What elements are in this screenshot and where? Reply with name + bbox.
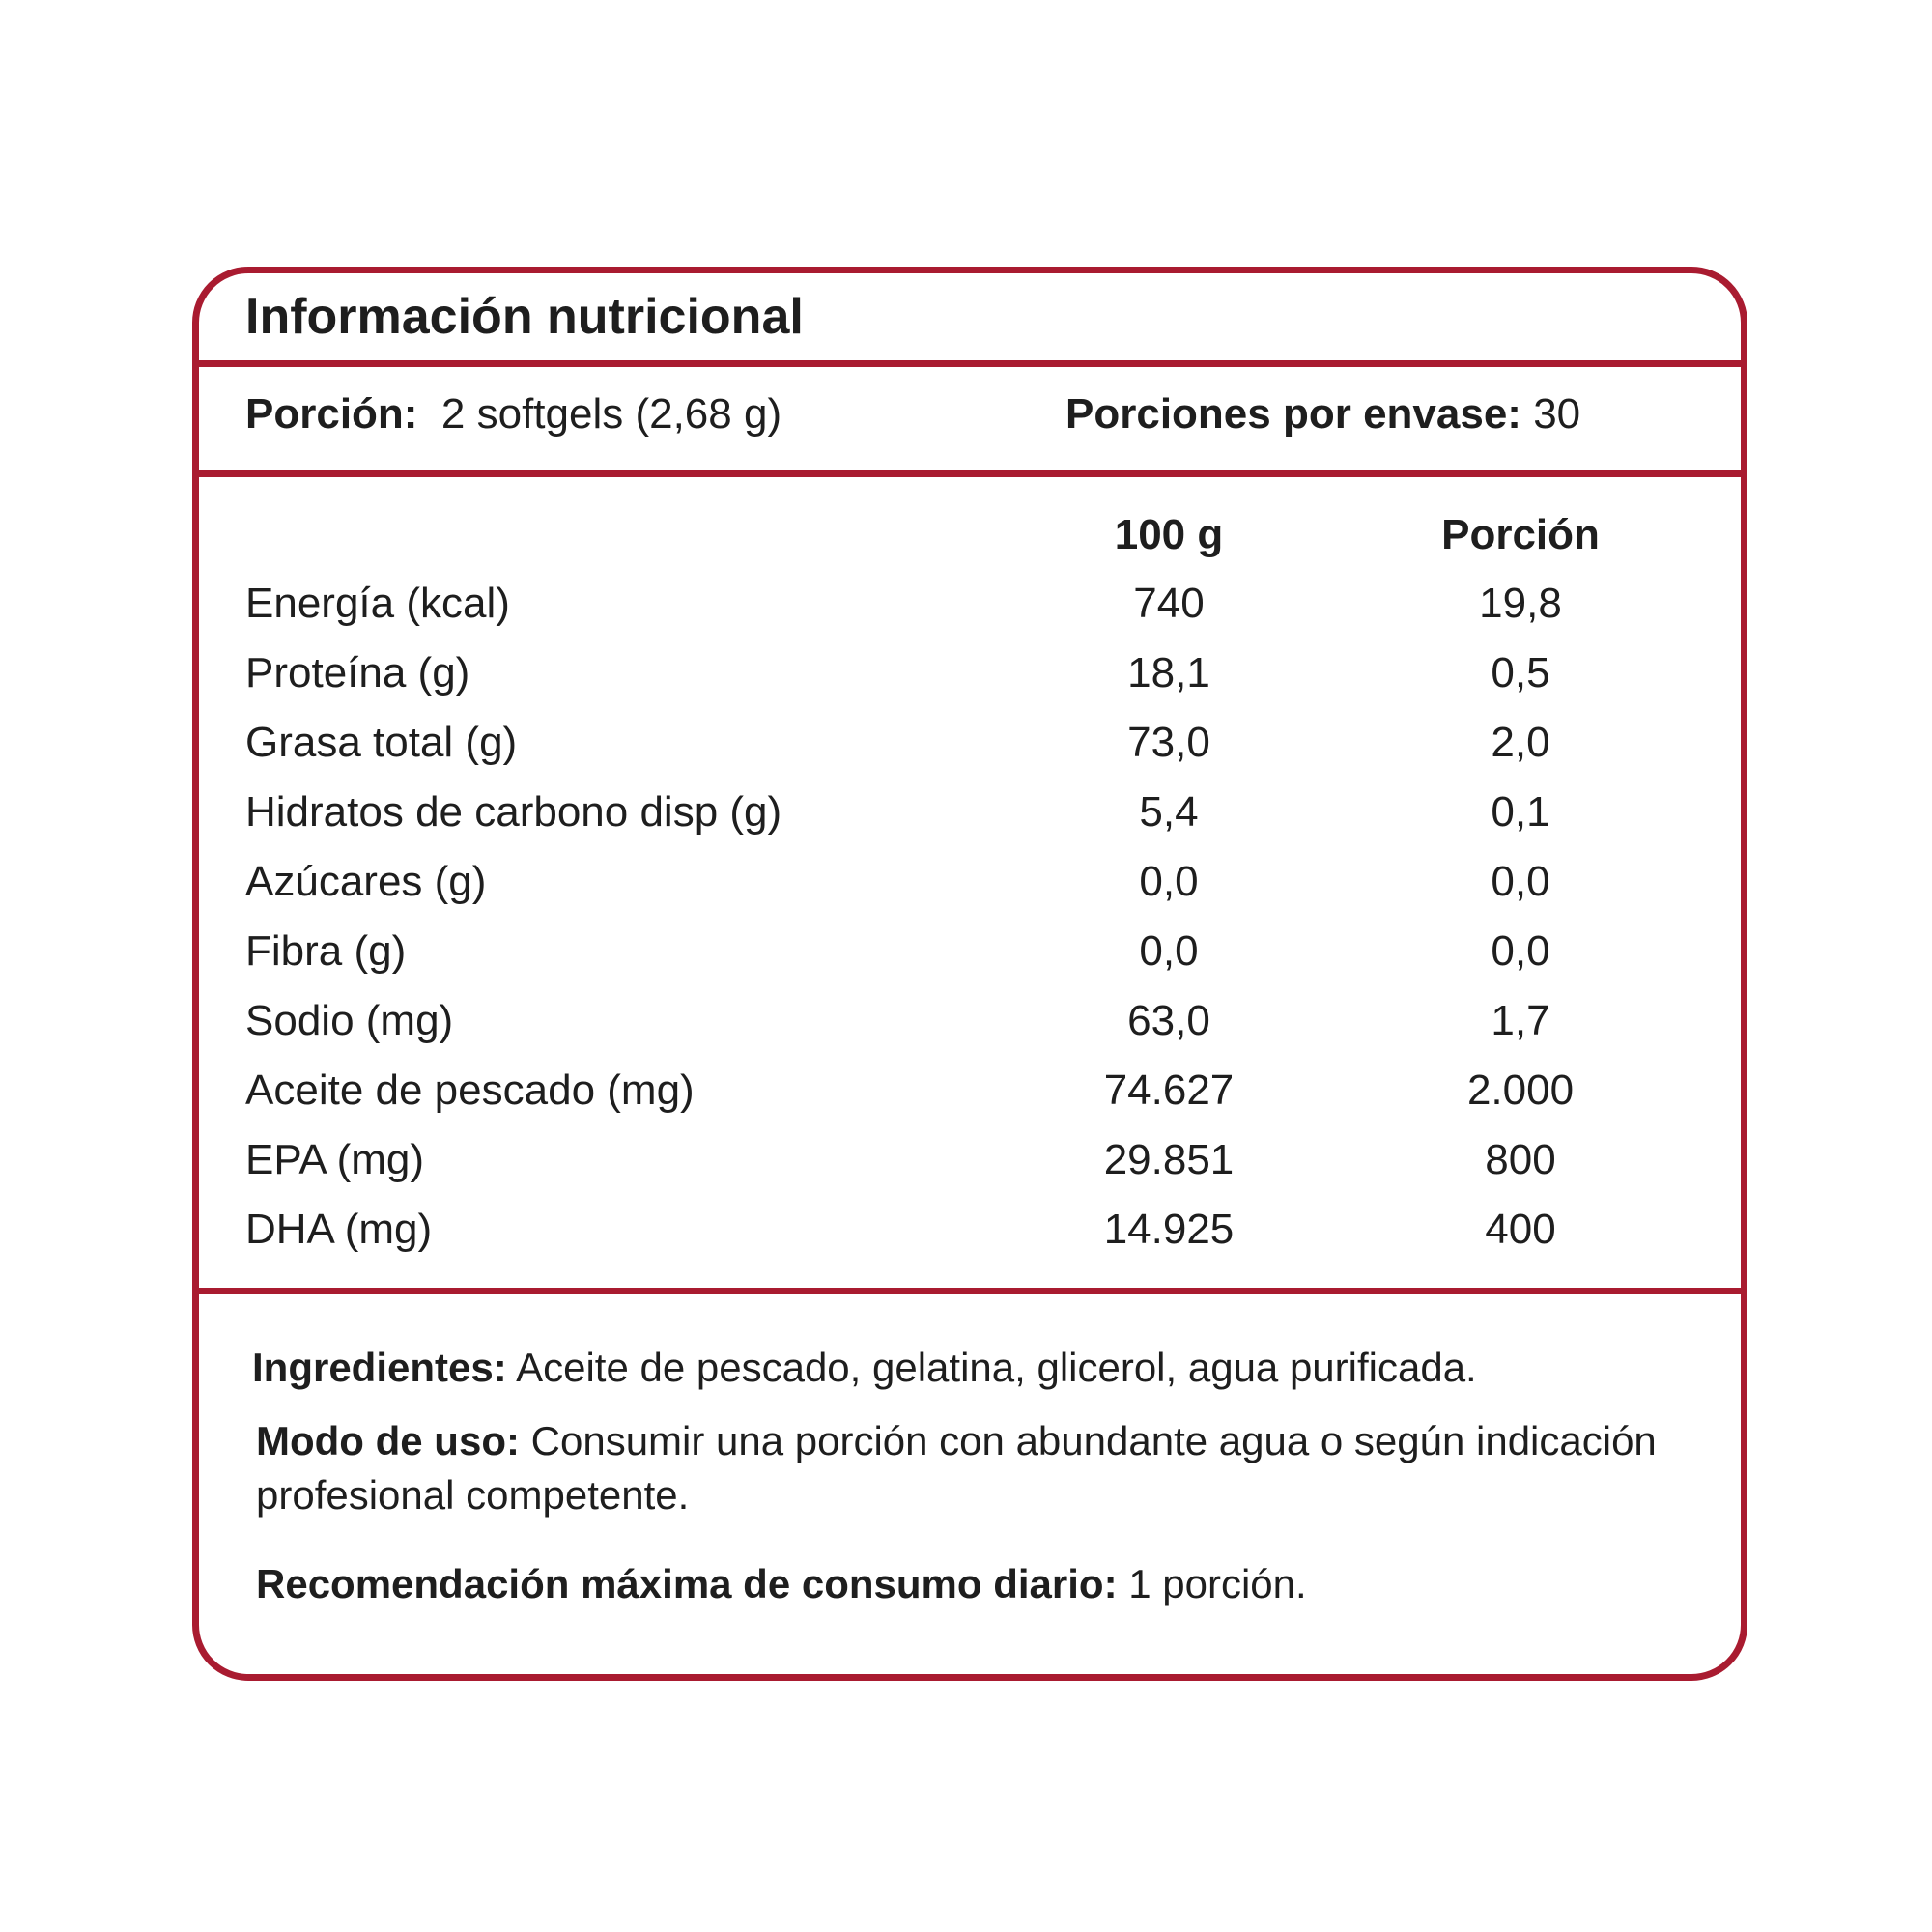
- max-daily-note: [252, 1557, 1701, 1611]
- nutrient-name: Hidratos de carbono disp (g): [245, 788, 782, 836]
- table-row: [199, 1064, 1741, 1133]
- nutrient-value-serving: 0,0: [1491, 858, 1550, 905]
- divider-table: [199, 1288, 1741, 1294]
- column-header-serving: Porción: [1441, 511, 1600, 558]
- nutrient-name: Grasa total (g): [245, 719, 518, 766]
- nutrient-table: [199, 577, 1741, 1272]
- panel-title: Información nutricional: [245, 289, 804, 345]
- table-row: [199, 994, 1741, 1064]
- table-row: [199, 1203, 1741, 1272]
- nutrient-value-100g: 18,1: [1127, 649, 1210, 696]
- table-row: [199, 855, 1741, 924]
- nutrient-value-serving: 800: [1485, 1136, 1556, 1183]
- servings-per-container: [1065, 387, 1580, 441]
- usage-text: Consumir una porción con abundante agua o según indicación profesional competente.: [256, 1418, 1657, 1518]
- nutrition-facts-panel: [192, 267, 1747, 1681]
- table-row: [199, 1133, 1741, 1203]
- max-daily-text: 1 porción.: [1128, 1561, 1307, 1606]
- ingredients-label: Ingredientes:: [252, 1345, 507, 1390]
- nutrient-name: Sodio (mg): [245, 997, 454, 1044]
- servings-per-container-value: 30: [1533, 390, 1581, 438]
- ingredients-note: [252, 1341, 1701, 1395]
- nutrient-name: EPA (mg): [245, 1136, 425, 1183]
- nutrient-value-100g: 63,0: [1127, 997, 1210, 1044]
- nutrient-name: Proteína (g): [245, 649, 470, 696]
- usage-label: Modo de uso:: [256, 1418, 520, 1463]
- nutrient-value-100g: 5,4: [1139, 788, 1199, 836]
- nutrient-value-serving: 0,0: [1491, 927, 1550, 975]
- table-row: [199, 785, 1741, 855]
- nutrient-value-100g: 74.627: [1103, 1066, 1235, 1114]
- nutrient-name: Energía (kcal): [245, 580, 510, 627]
- table-row: [199, 924, 1741, 994]
- nutrient-value-serving: 2.000: [1466, 1066, 1575, 1114]
- nutrient-name: Fibra (g): [245, 927, 407, 975]
- nutrient-value-100g: 0,0: [1139, 858, 1199, 905]
- servings-per-container-label: Porciones por envase:: [1065, 390, 1521, 438]
- column-header-100g: 100 g: [1114, 511, 1224, 558]
- nutrient-value-serving: 400: [1485, 1206, 1556, 1253]
- serving-size-value: 2 softgels (2,68 g): [440, 390, 782, 438]
- nutrient-value-serving: 0,1: [1491, 788, 1550, 836]
- table-row: [199, 646, 1741, 716]
- nutrient-value-100g: 14.925: [1103, 1206, 1235, 1253]
- nutrient-name: DHA (mg): [245, 1206, 433, 1253]
- nutrient-value-100g: 0,0: [1139, 927, 1199, 975]
- nutrient-value-serving: 2,0: [1491, 719, 1550, 766]
- nutrient-value-serving: 1,7: [1491, 997, 1550, 1044]
- max-daily-label: Recomendación máxima de consumo diario:: [256, 1561, 1118, 1606]
- divider-title: [199, 360, 1741, 367]
- nutrient-name: Azúcares (g): [245, 858, 487, 905]
- ingredients-text: Aceite de pescado, gelatina, glicerol, agua purificada.: [516, 1345, 1477, 1390]
- nutrient-name: Aceite de pescado (mg): [245, 1066, 695, 1114]
- serving-size: [245, 387, 781, 441]
- table-row: [199, 577, 1741, 646]
- divider-serving: [199, 470, 1741, 477]
- nutrient-value-serving: 19,8: [1479, 580, 1562, 627]
- serving-size-label: Porción:: [245, 390, 418, 438]
- nutrient-value-100g: 29.851: [1103, 1136, 1235, 1183]
- product-notes: [252, 1341, 1701, 1646]
- table-row: [199, 716, 1741, 785]
- usage-note: [252, 1414, 1701, 1522]
- nutrient-value-serving: 0,5: [1491, 649, 1550, 696]
- nutrient-value-100g: 740: [1133, 580, 1205, 627]
- nutrient-value-100g: 73,0: [1127, 719, 1210, 766]
